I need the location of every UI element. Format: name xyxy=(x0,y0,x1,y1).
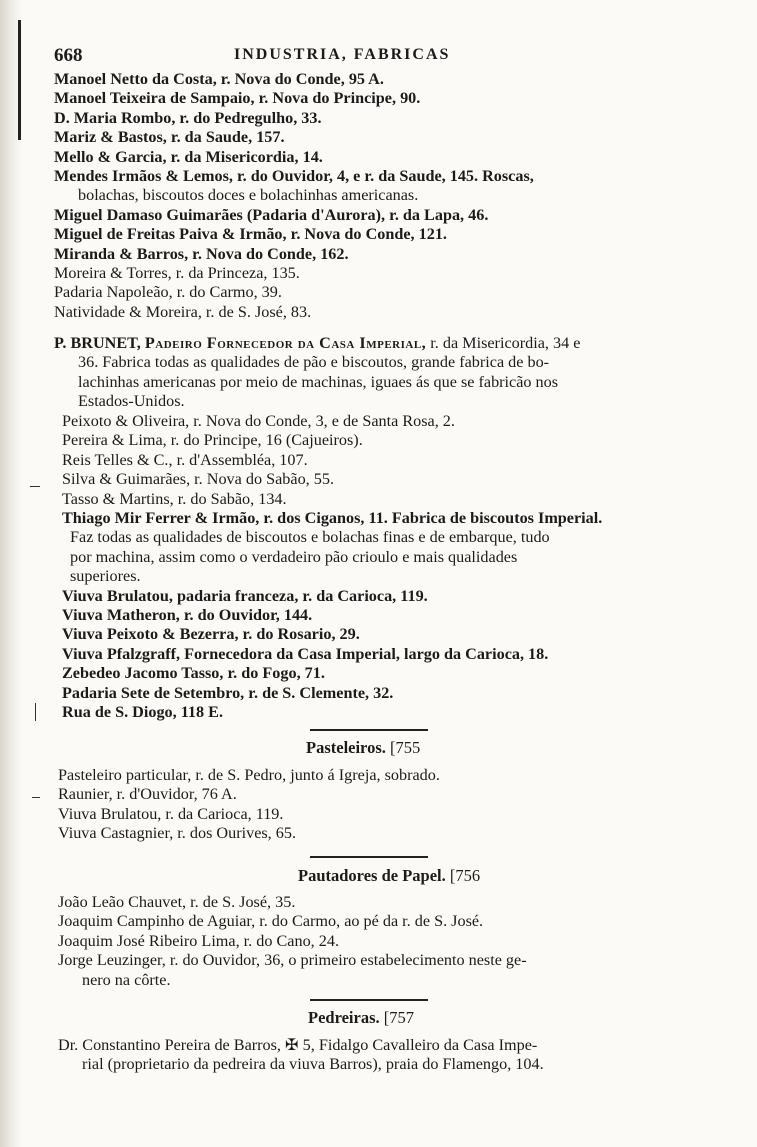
entry: Thiago Mir Ferrer & Irmão, r. dos Ciganos, 11. Fabrica de biscoutos Imperial. xyxy=(62,509,603,528)
entry-continuation: bolachas, biscoutos doces e bolachinhas americanas. xyxy=(78,186,419,205)
section-divider xyxy=(310,999,428,1001)
entry: Reis Telles & C., r. d'Assembléa, 107. xyxy=(62,450,308,469)
entry-continuation: Faz todas as qualidades de biscoutos e bolachas finas e de embarque, tudo xyxy=(70,528,550,547)
entry: Manoel Netto da Costa, r. Nova do Conde, 95 A. xyxy=(54,70,384,88)
section-divider xyxy=(310,856,428,858)
entry-brunet xyxy=(54,334,704,412)
brunet-line-3: lachinhas americanas por meio de machinas, iguaes ás que se fabricão nos xyxy=(78,372,559,391)
entry: Zebedeo Jacomo Tasso, r. do Fogo, 71. xyxy=(62,664,325,683)
entry: Pasteleiro particular, r. de S. Pedro, junto á Igreja, sobrado. xyxy=(58,766,440,784)
section-divider xyxy=(310,729,428,731)
section-number: [755 xyxy=(390,738,421,757)
section-number: [757 xyxy=(383,1008,415,1027)
brunet-title: Padeiro Fornecedor da Casa Imperial, xyxy=(144,334,427,352)
entry: Manoel Teixeira de Sampaio, r. Nova do Principe, 90. xyxy=(54,89,421,108)
entries-pautadores xyxy=(58,893,708,990)
entry: Moreira & Torres, r. da Princeza, 135. xyxy=(54,264,300,283)
entry: Miranda & Barros, r. Nova do Conde, 162. xyxy=(54,244,349,263)
entries-pasteleiros xyxy=(58,766,708,844)
section-title-pasteleiros xyxy=(306,738,420,758)
section-title-pautadores xyxy=(298,866,480,886)
margin-mark xyxy=(35,703,36,721)
section-title-text: Pasteleiros. xyxy=(306,738,386,757)
section-title-pedreiras xyxy=(308,1008,414,1028)
entry: Viuva Brulatou, padaria franceza, r. da Carioca, 119. xyxy=(62,586,428,605)
entries-pedreiras xyxy=(58,1036,708,1075)
entry: Mariz & Bastos, r. da Saude, 157. xyxy=(54,128,285,147)
entry-continuation: superiores. xyxy=(70,567,141,586)
entry: Rua de S. Diogo, 118 E. xyxy=(62,703,224,722)
page-binding-shadow xyxy=(0,0,22,1147)
margin-mark xyxy=(32,797,40,798)
entry: Miguel de Freitas Paiva & Irmão, r. Nova do Conde, 121. xyxy=(54,225,447,244)
section-title-text: Pedreiras. xyxy=(308,1008,380,1027)
entry: D. Maria Rombo, r. do Pedregulho, 33. xyxy=(54,108,322,127)
entry: Mello & Garcia, r. da Misericordia, 14. xyxy=(54,147,323,166)
entry: Viuva Peixoto & Bezerra, r. do Rosario, 29. xyxy=(62,625,360,644)
entry: Jorge Leuzinger, r. do Ouvidor, 36, o primeiro estabelecimento neste ge- xyxy=(58,951,527,970)
brunet-line-4: Estados-Unidos. xyxy=(78,392,185,411)
entry: Miguel Damaso Guimarães (Padaria d'Aurora), r. da Lapa, 46. xyxy=(54,205,489,224)
entry: Joaquim Campinho de Aguiar, r. do Carmo, ao pé da r. de S. José. xyxy=(58,912,484,931)
entries-mid xyxy=(62,412,712,723)
brunet-name: P. BRUNET, xyxy=(54,334,141,352)
entry: Silva & Guimarães, r. Nova do Sabão, 55. xyxy=(62,470,334,489)
entry: Viuva Pfalzgraff, Fornecedora da Casa Imperial, largo da Carioca, 18. xyxy=(62,644,549,663)
entry: João Leão Chauvet, r. de S. José, 35. xyxy=(58,893,296,911)
running-head: INDUSTRIA, FABRICAS xyxy=(234,46,451,63)
entry: Pereira & Lima, r. do Principe, 16 (Cajueiros). xyxy=(62,431,363,450)
page-number: 668 xyxy=(54,45,83,66)
section-number: [756 xyxy=(449,866,481,885)
entry: Padaria Sete de Setembro, r. de S. Clemente, 32. xyxy=(62,683,394,702)
entry: Viuva Matheron, r. do Ouvidor, 144. xyxy=(62,606,313,625)
margin-mark xyxy=(30,486,40,487)
entry-continuation: nero na côrte. xyxy=(82,970,171,989)
entry: Mendes Irmãos & Lemos, r. do Ouvidor, 4, e r. da Saude, 145. Roscas, xyxy=(54,167,534,186)
binding-mark xyxy=(18,20,21,140)
entry: Peixoto & Oliveira, r. Nova do Conde, 3, e de Santa Rosa, 2. xyxy=(62,412,455,430)
entry-continuation: rial (proprietario da pedreira da viuva Barros), praia do Flamengo, 104. xyxy=(82,1055,544,1074)
entry: Raunier, r. d'Ouvidor, 76 A. xyxy=(58,785,237,804)
entry: Tasso & Martins, r. do Sabão, 134. xyxy=(62,489,287,508)
entry: Natividade & Moreira, r. de S. José, 83. xyxy=(54,302,312,321)
brunet-address: r. da Misericordia, 34 e xyxy=(430,334,581,352)
page-header xyxy=(54,45,714,67)
entry: Dr. Constantino Pereira de Barros, ✠ 5, Fidalgo Cavalleiro da Casa Impe- xyxy=(58,1036,538,1054)
entry-continuation: por machina, assim como o verdadeiro pão crioulo e mais qualidades xyxy=(70,547,518,566)
entry: Viuva Castagnier, r. dos Ourives, 65. xyxy=(58,824,297,843)
section-title-text: Pautadores de Papel. xyxy=(298,866,446,885)
entry: Padaria Napoleão, r. do Carmo, 39. xyxy=(54,283,282,302)
entries-top xyxy=(54,70,704,322)
brunet-line-2: 36. Fabrica todas as qualidades de pão e biscoutos, grande fabrica de bo- xyxy=(78,353,550,372)
entry: Viuva Brulatou, r. da Carioca, 119. xyxy=(58,804,284,823)
entry: Joaquim José Ribeiro Lima, r. do Cano, 24. xyxy=(58,931,340,950)
